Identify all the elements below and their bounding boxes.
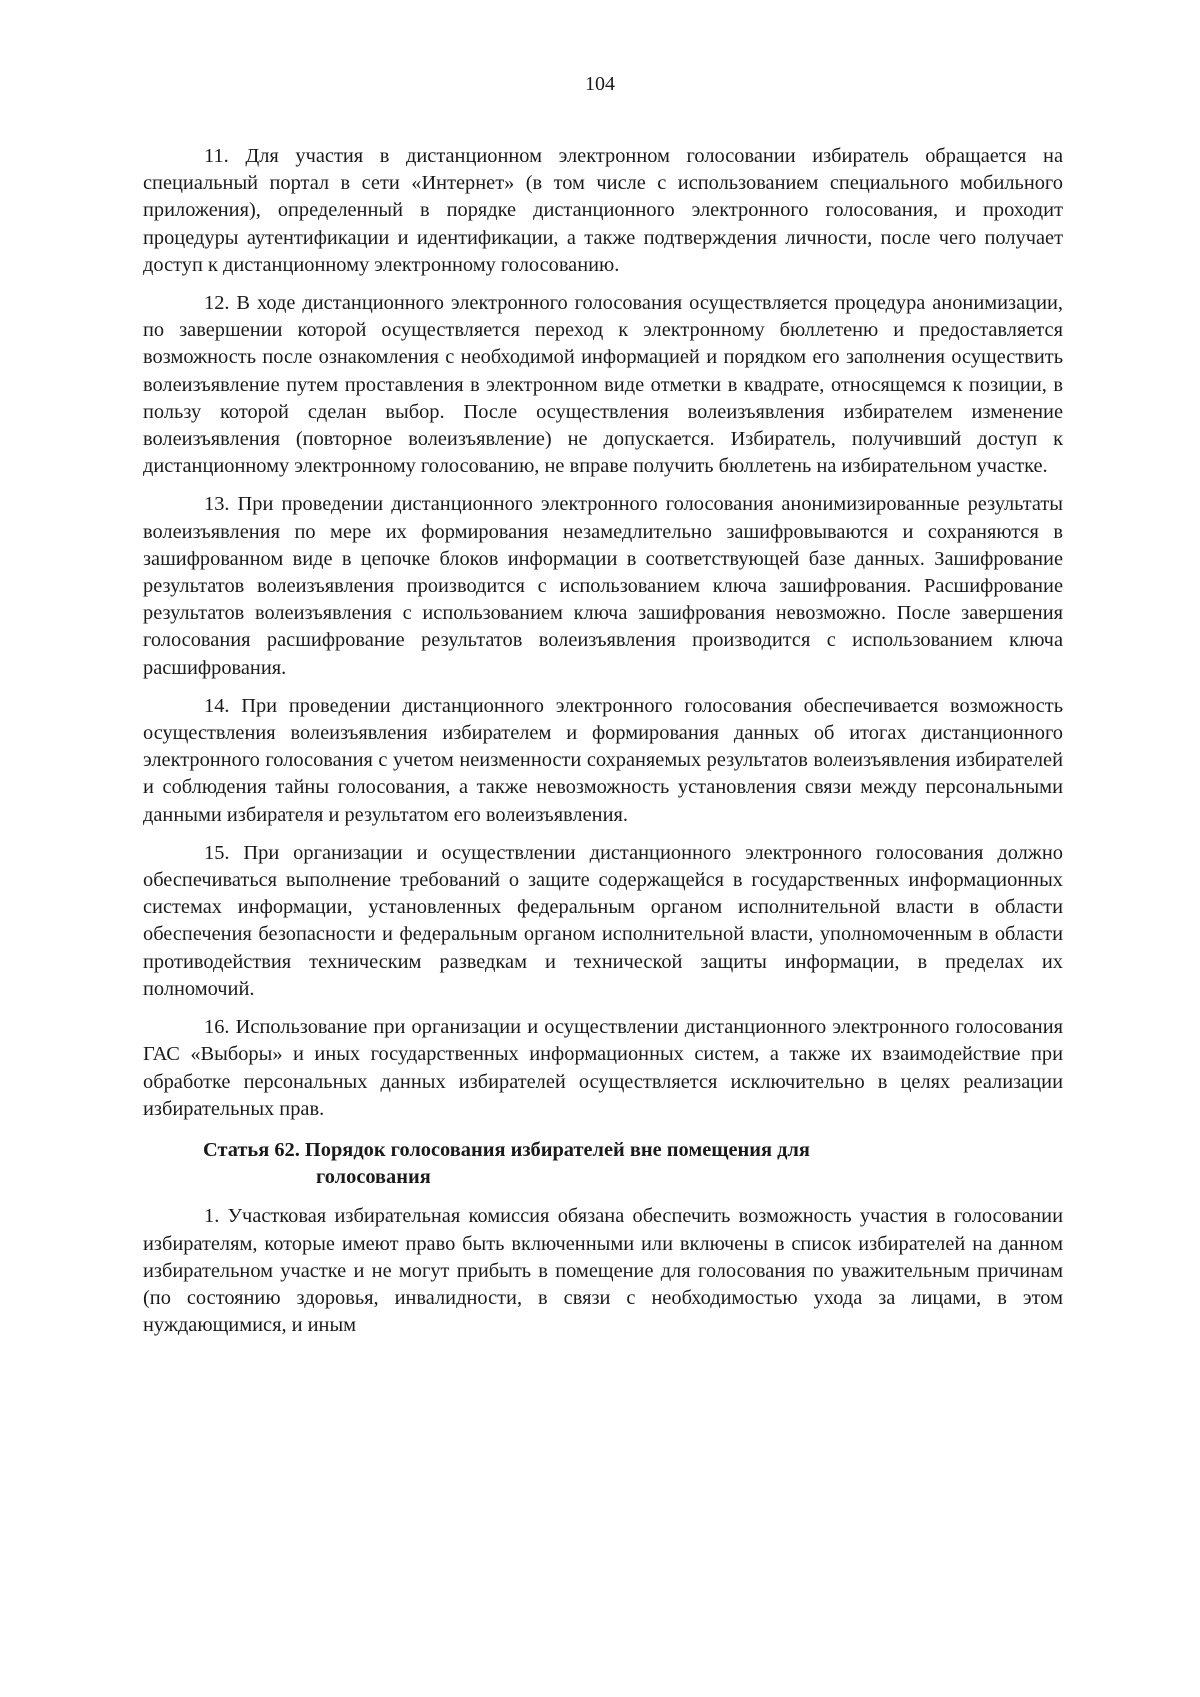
paragraph-15: 15. При организации и осуществлении дистанционного электронного голосования должно обеспечиваться выполнение требований о защите содержащейся в государственных информационных системах информации, установленных федеральным органом исполнительной власти в области обеспечения безопасности и федеральным органом исполнительной власти, уполномоченным в области противодействия техническим разведкам и технической защиты информации, в пределах их полномочий. <box>143 841 1063 1000</box>
paragraph-13: 13. При проведении дистанционного электронного голосования анонимизированные результаты волеизъявления по мере их формирования незамедлительно зашифровываются и сохраняются в зашифрованном виде в цепочке блоков информации в соответствующей базе данных. Зашифрование результатов волеизъявления производится с использованием ключа зашифрования. Расшифрование результатов волеизъявления с использованием ключа зашифрования невозможно. После завершения голосования расшифрование результатов волеизъявления производится с использованием ключа расшифрования. <box>143 493 1063 679</box>
paragraph-14: 14. При проведении дистанционного электронного голосования обеспечивается возможность осуществления волеизъявления избирателем и формирования данных об итогах дистанционного электронного голосования с учетом неизменности сохраняемых результатов волеизъявления избирателей и соблюдения тайны голосования, а также невозможность установления связи между персональными данными избирателя и результатом его волеизъявления. <box>143 694 1063 826</box>
article-heading-line-1: Статья 62. Порядок голосования избирателей вне помещения для <box>203 1138 810 1161</box>
page-number: 104 <box>585 73 615 95</box>
article-paragraph-1: 1. Участковая избирательная комиссия обязана обеспечить возможность участия в голосовании избирателям, которые имеют право быть включенными или включены в список избирателей на данном избирательном участке и не могут прибыть в помещение для голосования по уважительным причинам (по состоянию здоровья, инвалидности, в связи с необходимостью ухода за лицами, в этом нуждающимися, и иным <box>143 1205 1063 1337</box>
article-heading-line-2: голосования <box>316 1166 431 1189</box>
page-content <box>143 143 1063 1350</box>
paragraph-12: 12. В ходе дистанционного электронного голосования осуществляется процедура анонимизации, по завершении которой осуществляется переход к электронному бюллетеню и предоставляется возможность после ознакомления с необходимой информацией и порядком его заполнения осуществить волеизъявление путем проставления в электронном виде отметки в квадрате, относящемся к позиции, в пользу которой сделан выбор. После осуществления волеизъявления избирателем изменение волеизъявления (повторное волеизъявление) не допускается. Избиратель, получивший доступ к дистанционному электронному голосованию, не вправе получить бюллетень на избирательном участке. <box>143 292 1063 478</box>
paragraph-11: 11. Для участия в дистанционном электронном голосовании избиратель обращается на специальный портал в сети «Интернет» (в том числе с использованием специального мобильного приложения), определенный в порядке дистанционного электронного голосования, и проходит процедуры аутентификации и идентификации, а также подтверждения личности, после чего получает доступ к дистанционному электронному голосованию. <box>143 145 1063 276</box>
paragraph-16: 16. Использование при организации и осуществлении дистанционного электронного голосования ГАС «Выборы» и иных государственных информационных систем, а также их взаимодействие при обработке персональных данных избирателей осуществляется исключительно в целях реализации избирательных прав. <box>143 1016 1063 1120</box>
article-heading <box>143 1137 1063 1191</box>
